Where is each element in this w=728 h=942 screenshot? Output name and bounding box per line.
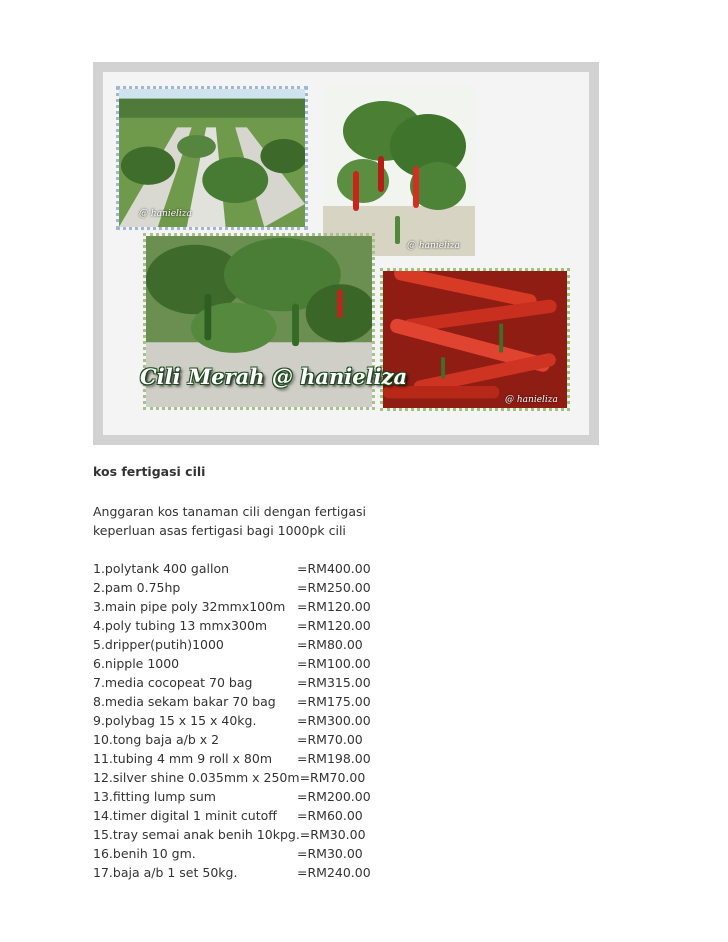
cost-item-price: =RM198.00 bbox=[297, 751, 371, 766]
cost-item-price: =RM315.00 bbox=[297, 675, 371, 690]
cost-item bbox=[93, 749, 371, 768]
cost-item-price: =RM70.00 bbox=[297, 732, 363, 747]
cost-item-name: 9.polybag 15 x 15 x 40kg. bbox=[93, 713, 257, 728]
cost-item-price: =RM175.00 bbox=[297, 694, 371, 709]
cost-item-price: =RM30.00 bbox=[299, 827, 366, 842]
cost-item bbox=[93, 673, 371, 692]
cost-item bbox=[93, 844, 371, 863]
intro-line: Anggaran kos tanaman cili dengan fertigasi bbox=[93, 504, 366, 519]
page-heading: kos fertigasi cili bbox=[93, 464, 206, 479]
cost-item-name: 7.media cocopeat 70 bag bbox=[93, 675, 253, 690]
collage-caption: Cili Merah @ hanieliza bbox=[140, 364, 408, 389]
watermark-text: @ hanieliza bbox=[139, 209, 192, 219]
cost-item-name: 8.media sekam bakar 70 bag bbox=[93, 694, 276, 709]
cost-item bbox=[93, 654, 371, 673]
intro-line: keperluan asas fertigasi bagi 1000pk cili bbox=[93, 523, 346, 538]
cost-item-name: 15.tray semai anak benih 10kpg. bbox=[93, 827, 300, 842]
cost-item-name: 14.timer digital 1 minit cutoff bbox=[93, 808, 277, 823]
cost-item bbox=[93, 825, 371, 844]
cost-item-price: =RM70.00 bbox=[299, 770, 366, 785]
cost-item-name: 4.poly tubing 13 mmx300m bbox=[93, 618, 268, 633]
red-chili-photo bbox=[380, 268, 570, 411]
cost-item-name: 11.tubing 4 mm 9 roll x 80m bbox=[93, 751, 273, 766]
cost-item-price: =RM250.00 bbox=[297, 580, 371, 595]
watermark-text: @ hanieliza bbox=[505, 395, 558, 405]
cost-item bbox=[93, 787, 371, 806]
cost-list bbox=[93, 559, 371, 882]
cost-item-price: =RM120.00 bbox=[297, 599, 371, 614]
cost-item-name: 16.benih 10 gm. bbox=[93, 846, 196, 861]
cost-item-name: 6.nipple 1000 bbox=[93, 656, 180, 671]
cost-item-name: 2.pam 0.75hp bbox=[93, 580, 181, 595]
cost-item bbox=[93, 806, 371, 825]
cost-item-price: =RM200.00 bbox=[297, 789, 371, 804]
cost-item bbox=[93, 768, 371, 787]
cost-item bbox=[93, 578, 371, 597]
cost-item-price: =RM80.00 bbox=[297, 637, 363, 652]
cost-item bbox=[93, 863, 371, 882]
cost-item bbox=[93, 616, 371, 635]
watermark-text: @ hanieliza bbox=[407, 241, 460, 251]
cost-item-price: =RM100.00 bbox=[297, 656, 371, 671]
chili-plant-photo bbox=[323, 86, 475, 256]
cost-item bbox=[93, 730, 371, 749]
cost-item-price: =RM300.00 bbox=[297, 713, 371, 728]
cost-item-name: 10.tong baja a/b x 2 bbox=[93, 732, 220, 747]
cost-item-name: 12.silver shine 0.035mm x 250m bbox=[93, 770, 300, 785]
cost-item-price: =RM30.00 bbox=[297, 846, 363, 861]
cost-item-name: 3.main pipe poly 32mmx100m bbox=[93, 599, 286, 614]
cost-item bbox=[93, 635, 371, 654]
cost-item bbox=[93, 559, 371, 578]
cost-item-name: 1.polytank 400 gallon bbox=[93, 561, 230, 576]
cost-item-name: 5.dripper(putih)1000 bbox=[93, 637, 224, 652]
chili-field-photo bbox=[116, 86, 308, 230]
intro-text bbox=[93, 502, 366, 540]
cost-item-price: =RM240.00 bbox=[297, 865, 371, 880]
cost-item-price: =RM120.00 bbox=[297, 618, 371, 633]
cost-item-name: 17.baja a/b 1 set 50kg. bbox=[93, 865, 238, 880]
cost-item bbox=[93, 711, 371, 730]
cost-item-price: =RM60.00 bbox=[297, 808, 363, 823]
cost-item-name: 13.fitting lump sum bbox=[93, 789, 216, 804]
cost-item bbox=[93, 692, 371, 711]
cost-item bbox=[93, 597, 371, 616]
cost-item-price: =RM400.00 bbox=[297, 561, 371, 576]
